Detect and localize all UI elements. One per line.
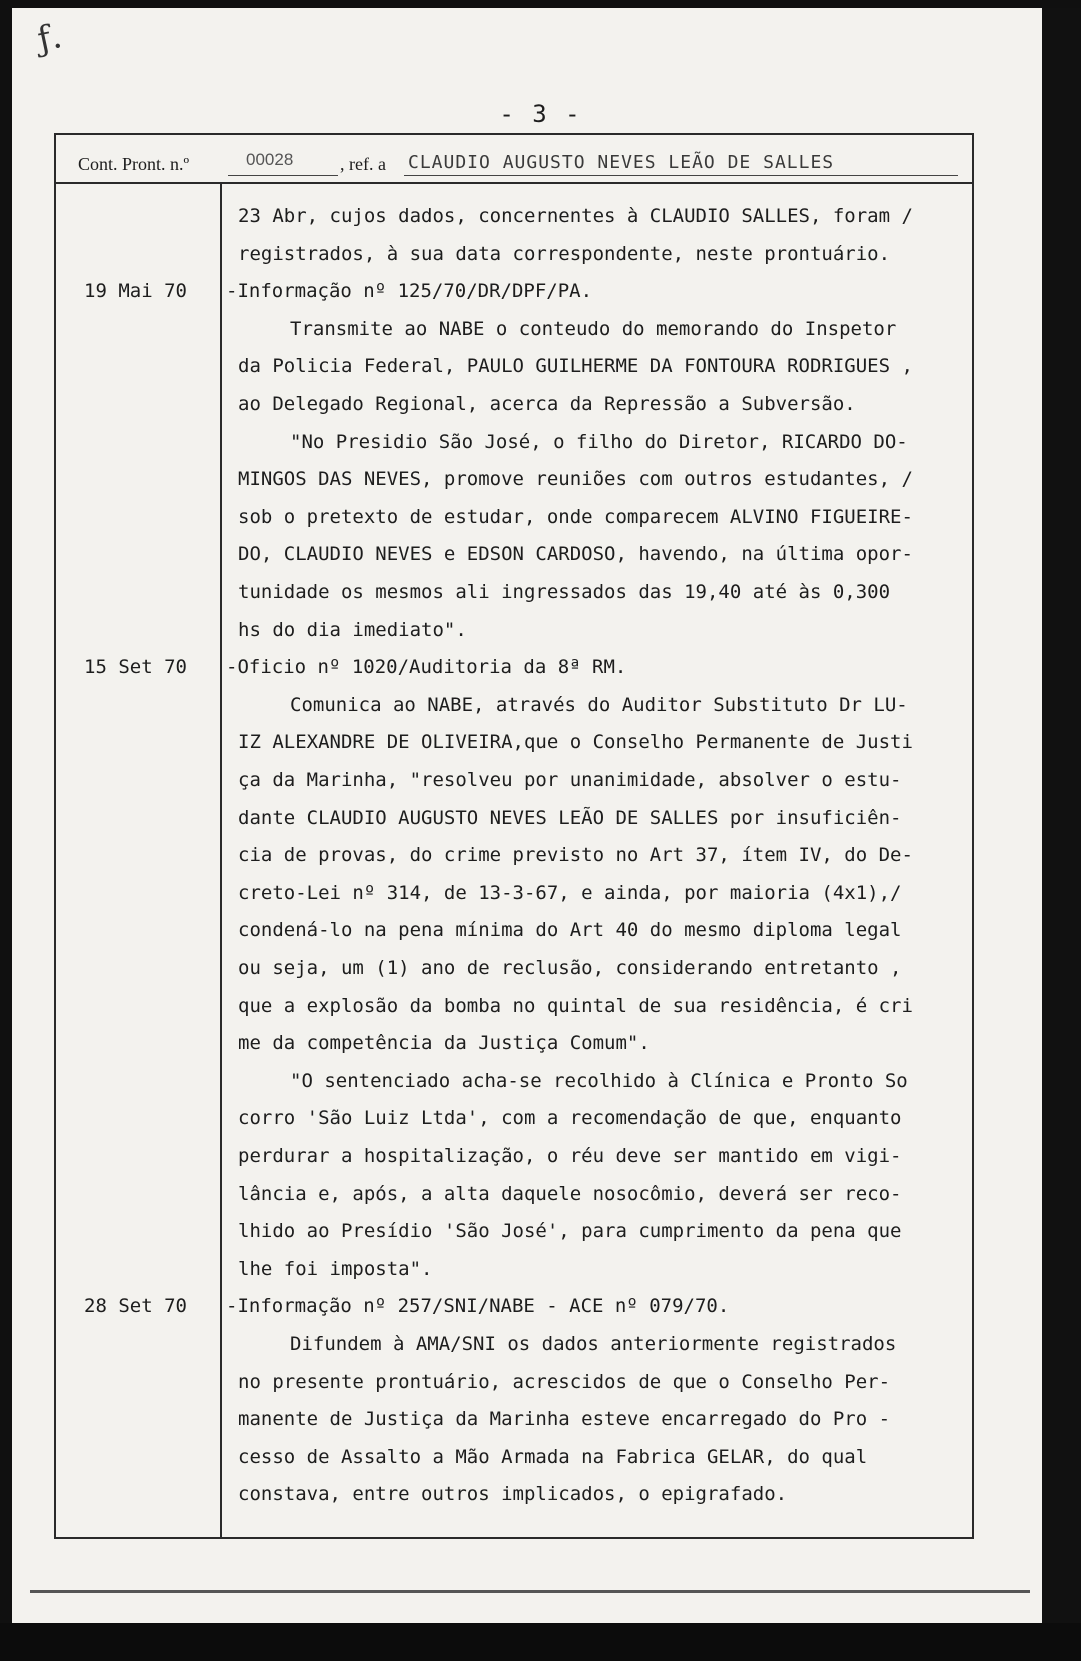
record-text-line: 23 Abr, cujos dados, concernentes à CLAUDIO SALLES, foram / <box>238 205 913 227</box>
record-text-line: lhido ao Presídio 'São José', para cumprimento da pena que <box>238 1220 902 1242</box>
record-text-line: MINGOS DAS NEVES, promove reuniões com outros estudantes, / <box>238 468 913 490</box>
entry-heading-line: -Informação nº 257/SNI/NABE - ACE nº 079/70. <box>226 1295 730 1317</box>
record-text-line: corro 'São Luiz Ltda', com a recomendação de que, enquanto <box>238 1107 902 1129</box>
record-text-line: constava, entre outros implicados, o epigrafado. <box>238 1483 788 1505</box>
record-text-line: "No Presidio São José, o filho do Diretor, RICARDO DO- <box>290 431 908 453</box>
pront-number-underline <box>228 175 338 176</box>
entry-heading-line: -Informação nº 125/70/DR/DPF/PA. <box>226 280 593 302</box>
record-text-line: sob o pretexto de estudar, onde comparecem ALVINO FIGUEIRE- <box>238 506 913 528</box>
pront-number: 00028 <box>246 150 294 169</box>
record-text-line: cia de provas, do crime previsto no Art 37, ítem IV, do De- <box>238 844 913 866</box>
header-rule <box>56 182 972 184</box>
record-text-line: perdurar a hospitalização, o réu deve ser mantido em vigi- <box>238 1145 902 1167</box>
record-text-line: "O sentenciado acha-se recolhido à Clínica e Pronto So <box>290 1070 908 1092</box>
handwritten-mark: ƒ. <box>34 16 66 60</box>
record-text-line: hs do dia imediato". <box>238 619 467 641</box>
record-text-line: cesso de Assalto a Mão Armada na Fabrica GELAR, do qual <box>238 1446 868 1468</box>
record-text-line: ça da Marinha, "resolveu por unanimidade, absolver o estu- <box>238 769 902 791</box>
record-text-line: IZ ALEXANDRE DE OLIVEIRA,que o Conselho Permanente de Justi <box>238 731 913 753</box>
subject-name: CLAUDIO AUGUSTO NEVES LEÃO DE SALLES <box>408 152 835 173</box>
entry-date: 19 Mai 70 <box>84 280 187 302</box>
record-text-line: manente de Justiça da Marinha esteve encarregado do Pro - <box>238 1408 891 1430</box>
record-text-line: lhe foi imposta". <box>238 1258 433 1280</box>
scan-bottom-edge <box>0 1623 1081 1661</box>
record-text-line: condená-lo na pena mínima do Art 40 do mesmo diploma legal <box>238 919 902 941</box>
record-text-line: creto-Lei nº 314, de 13-3-67, e ainda, por maioria (4x1),/ <box>238 882 902 904</box>
record-text-line: no presente prontuário, acrescidos de que o Conselho Per- <box>238 1371 891 1393</box>
scan-right-edge <box>1042 8 1081 1623</box>
record-text-line: que a explosão da bomba no quintal de sua residência, é cri <box>238 995 913 1017</box>
record-text-line: dante CLAUDIO AUGUSTO NEVES LEÃO DE SALLES por insuficiên- <box>238 807 902 829</box>
record-text-line: Comunica ao NABE, através do Auditor Substituto Dr LU- <box>290 694 908 716</box>
record-text-line: da Policia Federal, PAULO GUILHERME DA FONTOURA RODRIGUES , <box>238 355 913 377</box>
record-text-line: me da competência da Justiça Comum". <box>238 1032 650 1054</box>
page-fold-line <box>30 1590 1030 1593</box>
record-text-line: tunidade os mesmos ali ingressados das 19,40 até às 0,300 <box>238 581 891 603</box>
date-column-divider <box>220 183 222 1538</box>
record-text-line: ao Delegado Regional, acerca da Repressão a Subversão. <box>238 393 856 415</box>
record-text-line: DO, CLAUDIO NEVES e EDSON CARDOSO, havendo, na última opor- <box>238 543 913 565</box>
subject-name-underline <box>404 175 958 176</box>
record-text-line: lância e, após, a alta daquele nosocômio, deverá ser reco- <box>238 1183 902 1205</box>
entry-date: 28 Set 70 <box>84 1295 187 1317</box>
cont-pront-label: Cont. Pront. n.º <box>78 154 190 174</box>
entry-date: 15 Set 70 <box>84 656 187 678</box>
entry-heading-line: -Oficio nº 1020/Auditoria da 8ª RM. <box>226 656 627 678</box>
page-number: - 3 - <box>499 100 582 128</box>
record-text-line: registrados, à sua data correspondente, neste prontuário. <box>238 243 891 265</box>
record-text-line: Difundem à AMA/SNI os dados anteriormente registrados <box>290 1333 897 1355</box>
ref-label: , ref. a <box>340 154 386 174</box>
record-text-line: Transmite ao NABE o conteudo do memorando do Inspetor <box>290 318 897 340</box>
record-header <box>78 150 958 180</box>
record-text-line: ou seja, um (1) ano de reclusão, considerando entretanto , <box>238 957 902 979</box>
